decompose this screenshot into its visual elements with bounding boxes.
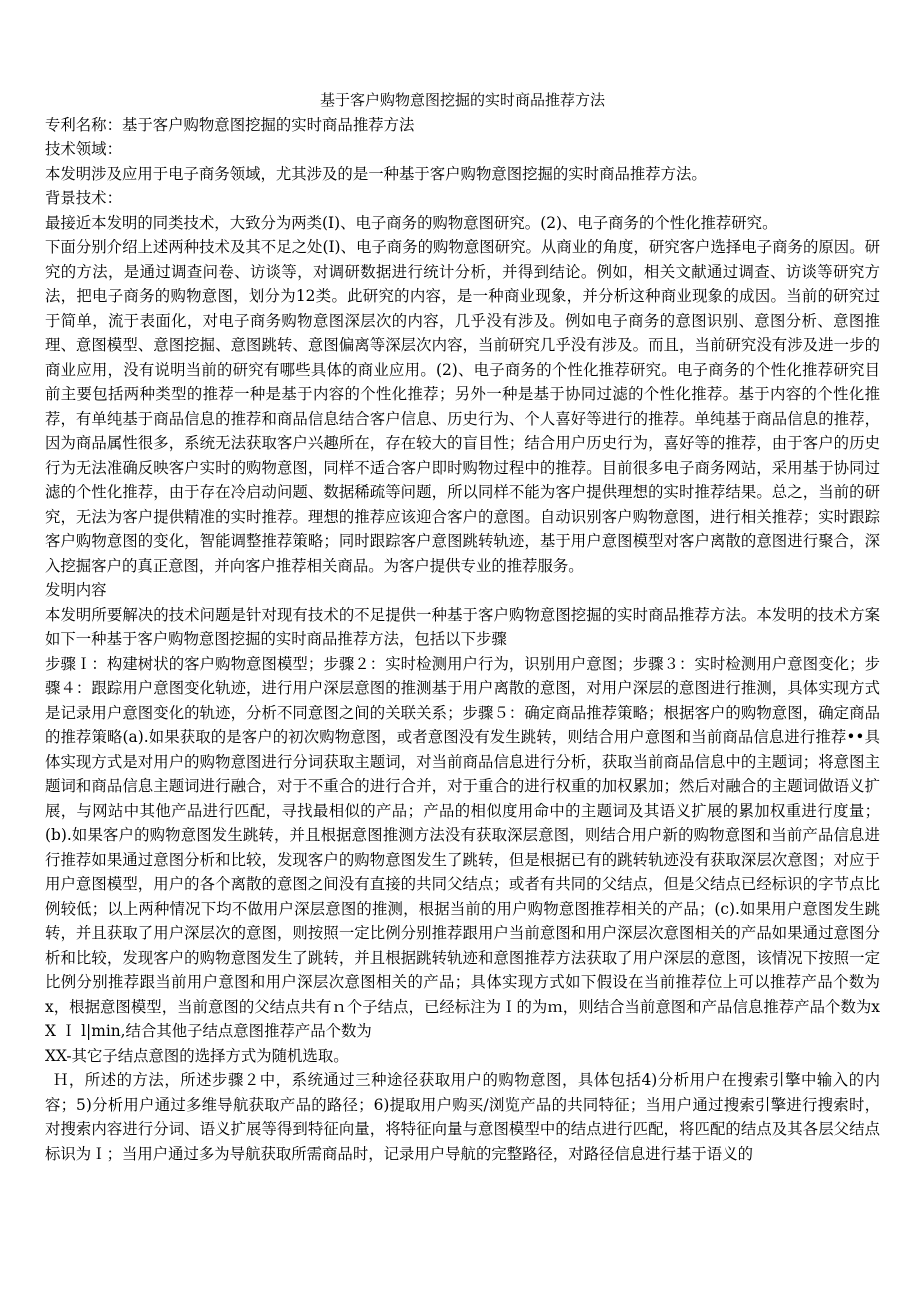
tech-field-paragraph: 本发明涉及应用于电子商务领域，尤其涉及的是一种基于客户购物意图挖掘的实时商品推荐方法。 bbox=[45, 164, 707, 183]
invention-paragraph-4: Ｈ，所述的方法，所述步骤２中，系统通过三种途径获取用户的购物意图，具体包括4)分析用户在搜索引擎中输入的内容；5)分析用户通过多维导航获取产品的路径；6)提取用户购买/浏览产品的共同特征；当用户通过搜索引擎进行搜索时，对搜索内容进行分词、语义扩展等得到特征向量，将特征向量与意图模型中的结点进行匹配，将匹配的结点及其各层父结点标识为Ｉ；当用户通过多为导航获取所需商品时，记录用户导航的完整路径，对路径信息进行基于语义的 bbox=[45, 1071, 880, 1163]
document-page bbox=[45, 88, 880, 1166]
invention-heading: 发明内容 bbox=[45, 581, 107, 599]
tech-field-heading: 技术领域： bbox=[45, 140, 122, 158]
patent-name-line: 专利名称：基于客户购物意图挖掘的实时商品推荐方法 bbox=[45, 115, 415, 134]
background-paragraph-2: 下面分别介绍上述两种技术及其不足之处(I)、电子商务的购物意图研究。从商业的角度，研究客户选择电子商务的原因。研究的方法，是通过调查问卷、访谈等，对调研数据进行统计分析，并得到结论。例如，相关文献通过调查、访谈等研究方法，把电子商务的购物意图，划分为12类。此研究的内容，是一种商业现象，并分析这种商业现象的成因。当前的研究过于简单，流于表面化，对电子商务购物意图深层次的内容，几乎没有涉及。例如电子商务的意图识别、意图分析、意图推理、意图模型、意图挖掘、意图跳转、意图偏离等深层次内容，当前研究几乎没有涉及。而且，当前研究没有涉及进一步的商业应用，没有说明当前的研究有哪些具体的商业应用。(2)、电子商务的个性化推荐研究。电子商务的个性化推荐研究目前主要包括两种类型的推荐一种是基于内容的个性化推荐；另外一种是基于协同过滤的个性化推荐。基于内容的个性化推荐，有单纯基于商品信息的推荐和商品信息结合客户信息、历史行为、个人喜好等进行的推荐。单纯基于商品信息的推荐，因为商品属性很多，系统无法获取客户兴趣所在，存在较大的盲目性；结合用户历史行为，喜好等的推荐，由于客户的历史行为无法准确反映客户实时的购物意图，同样不适合客户即时购物过程中的推荐。目前很多电子商务网站，采用基于协同过滤的个性化推荐，由于存在冷启动问题、数据稀疏等问题，所以同样不能为客户提供理想的实时推荐结果。总之，当前的研究，无法为客户提供精准的实时推荐。理想的推荐应该迎合客户的意图。自动识别客户购物意图，进行相关推荐；实时跟踪客户购物意图的变化，智能调整推荐策略；同时跟踪客户意图跳转轨迹，基于用户意图模型对客户离散的意图进行聚合，深入挖掘客户的真正意图，并向客户推荐相关商品。为客户提供专业的推荐服务。 bbox=[45, 238, 880, 575]
invention-paragraph-3: XX-其它子结点意图的选择方式为随机选取。 bbox=[45, 1046, 349, 1065]
background-heading: 背景技术： bbox=[45, 189, 122, 207]
invention-paragraph-1: 本发明所要解决的技术问题是针对现有技术的不足提供一种基于客户购物意图挖掘的实时商品推荐方法。本发明的技术方案如下一种基于客户购物意图挖掘的实时商品推荐方法，包括以下步骤 bbox=[45, 605, 880, 648]
invention-paragraph-2: 步骤Ｉ：构建树状的客户购物意图模型；步骤２：实时检测用户行为，识别用户意图；步骤３：实时检测用户意图变化；步骤４：跟踪用户意图变化轨迹，进行用户深层意图的推测基于用户离散的意图，对用户深层的意图进行推测，具体实现方式是记录用户意图变化的轨迹，分析不同意图之间的关联关系；步骤５：确定商品推荐策略；根据客户的购物意图，确定商品的推荐策略(a).如果获取的是客户的初次购物意图，或者意图没有发生跳转，则结合用户意图和当前商品信息进行推荐••具体实现方式是对用户的购物意图进行分词获取主题词，对当前商品信息进行分析，获取当前商品信息中的主题词；将意图主题词和商品信息主题词进行融合，对于不重合的进行合并，对于重合的进行权重的加权累加；然后对融合的主题词做语义扩展，与网站中其他产品进行匹配，寻找最相似的产品；产品的相似度用命中的主题词及其语义扩展的累加权重进行度量；(b).如果客户的购物意图发生跳转，并且根据意图推测方法没有获取深层意图，则结合用户新的购物意图和当前产品信息进行推荐如果通过意图分析和比较，发现客户的购物意图发生了跳转，但是根据已有的跳转轨迹没有获取深层次意图；对应于用户意图模型，用户的各个离散的意图之间没有直接的共同父结点；或者有共同的父结点，但是父结点已经标识的字节点比例较低；以上两种情况下均不做用户深层意图的推测，根据当前的用户购物意图推荐相关的产品；(c).如果用户意图发生跳转，并且获取了用户深层次的意图，则按照一定比例分别推荐跟用户当前意图和用户深层次意图相关的产品如果通过意图分析和比较，发现客户的购物意图发生了跳转，并且根据跳转轨迹和意图推荐方法获取了用户深层的意图，该情况下按照一定比例分别推荐跟当前用户意图和用户深层次意图相关的产品；具体实现方式如下假设在当前推荐位上可以推荐产品个数为x，根据意图模型，当前意图的父结点共有ｎ个子结点，已经标注为Ｉ的为ｍ，则结合当前意图和产品信息推荐产品个数为xX Ｉ l|min,结合其他子结点意图推荐产品个数为 bbox=[45, 654, 880, 1040]
document-title: 基于客户购物意图挖掘的实时商品推荐方法 bbox=[319, 91, 605, 109]
background-paragraph-1: 最接近本发明的同类技术，大致分为两类(I)、电子商务的购物意图研究。(2)、电子商务的个性化推荐研究。 bbox=[45, 213, 778, 232]
